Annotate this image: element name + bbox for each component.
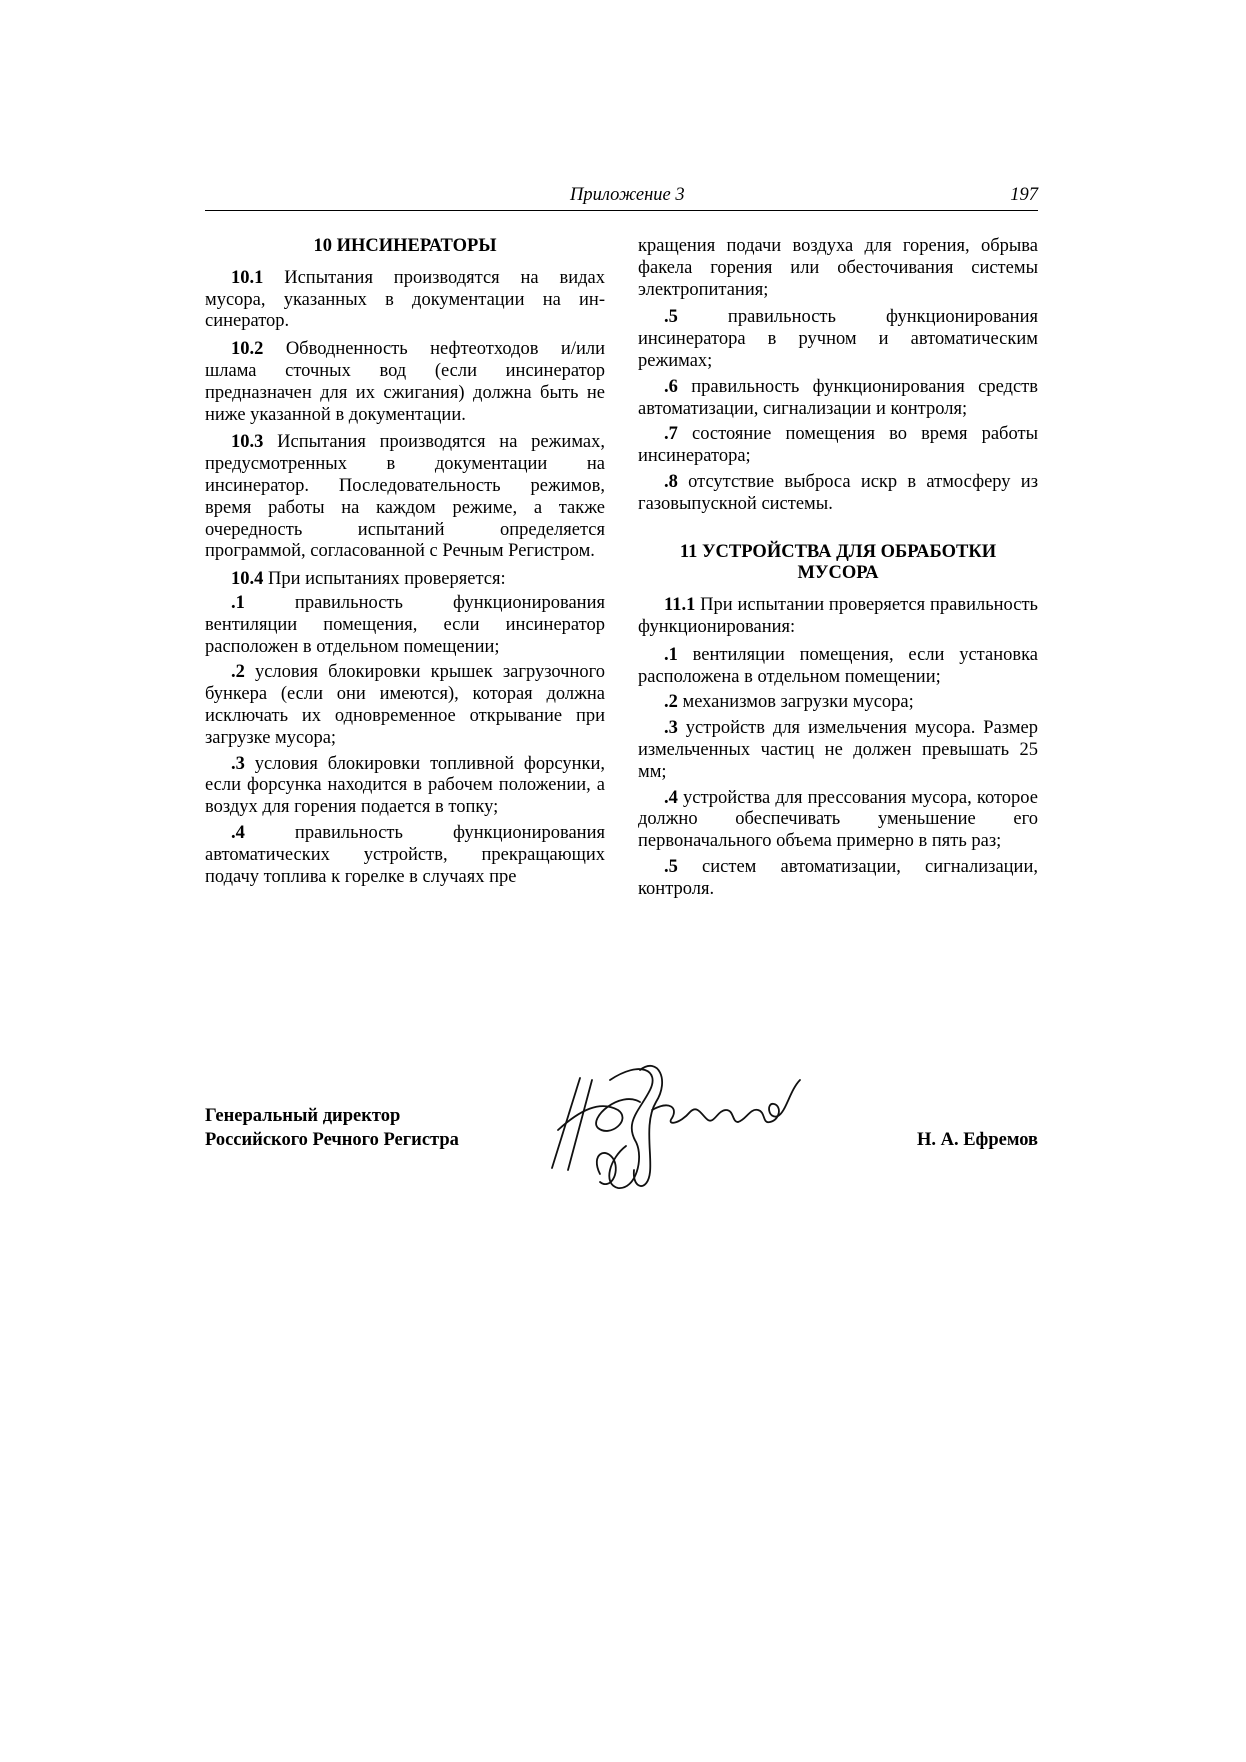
signatory-name: Н. А. Ефремов	[916, 1130, 1038, 1150]
clause-number: 10.2	[231, 339, 264, 360]
clause-text: Испытания производятся на режимах, предусмотренных в документации на инсинератор. Последовательность режимов, время работы на каждом режиме, а также очередность испытаний определяется программой, согласованной с Речным Регистром.	[205, 432, 605, 562]
item-text: механизмов загрузки мусора;	[677, 692, 914, 713]
clause-text: При испытаниях проверяется:	[263, 569, 506, 590]
left-column	[205, 236, 605, 892]
handwritten-signature	[540, 1050, 820, 1200]
item-text: правильность функционирования средств автоматизации, сигнализации и контроля;	[638, 376, 1038, 419]
item-number: .7	[664, 424, 678, 445]
item-text: правильность функционирования вентиляции помещения, если инсинератор расположен в отдельном помещении;	[205, 592, 605, 657]
item-text: устройства для прессования мусора, которое должно обеспечивать уменьшение его первоначального объема примерно в пять раз;	[638, 787, 1038, 852]
list-item	[638, 857, 1038, 901]
list-item	[638, 645, 1038, 689]
paragraph-10-3	[205, 432, 605, 563]
section-10-title: 10 ИНСИНЕРАТОРЫ	[313, 236, 497, 256]
item-text: правильность функционирования автоматических устройств, прекращающих подачу топлива к горелке в случаях пре	[205, 822, 605, 887]
clause-number: 11.1	[664, 595, 696, 616]
list-item	[638, 788, 1038, 853]
item-text: вентиляции помещения, если установка расположена в отдельном помещении;	[638, 644, 1038, 687]
item-number: .3	[231, 753, 245, 774]
page-number: 197	[1010, 185, 1038, 205]
item-text: отсутствие выброса искр в атмосферу из газовыпускной системы.	[638, 471, 1038, 514]
item-text: правильность функционирования инсинератора в ручном и автоматическим режимах;	[638, 307, 1038, 371]
signatory-title	[205, 1104, 459, 1152]
clause-text: Испытания производятся на видах мусора, указанных в документации на инсинератор.	[205, 267, 605, 332]
list-item	[638, 692, 1038, 714]
right-column	[638, 236, 1038, 905]
item-text: устройств для измельчения мусора. Размер измельченных частиц не должен превышать 25 мм;	[638, 718, 1038, 782]
appendix-label: Приложение 3	[570, 185, 685, 205]
item-number: .4	[664, 787, 678, 808]
item-number: .6	[664, 376, 678, 397]
section-11-title-line2: МУСОРА	[797, 563, 879, 584]
list-item	[638, 718, 1038, 783]
section-11-title-line1: 11 УСТРОЙСТВА ДЛЯ ОБРАБОТКИ	[679, 541, 997, 562]
item-number: .2	[231, 662, 245, 683]
list-item	[638, 307, 1038, 372]
clause-number: 10.4	[231, 569, 264, 590]
item-number: .3	[664, 718, 678, 739]
item-number: .1	[664, 644, 678, 665]
paragraph-11-1	[638, 595, 1038, 639]
list-item	[205, 593, 605, 658]
list-item	[638, 424, 1038, 468]
list-item	[205, 823, 605, 888]
item-number: .2	[664, 692, 678, 713]
item-number: .5	[664, 856, 678, 877]
signatory-title-line1: Генеральный директор	[205, 1106, 401, 1126]
item-number: .5	[664, 307, 678, 328]
section-11-title	[638, 542, 1038, 586]
continued-text: кращения подачи воздуха для горения, обрыва факела горения или обесточивания системы электропитания;	[638, 236, 1038, 300]
clause-text: При испытании проверяется правильность функционирования:	[638, 595, 1038, 637]
item-text: условия блокировки крышек загрузочного бункера (если они имеются), которая должна исключать их одновременное открывание при загрузке мусора;	[205, 662, 605, 748]
list-item	[638, 377, 1038, 421]
paragraph-10-4	[205, 569, 605, 591]
running-header	[205, 183, 1038, 211]
clause-number: 10.1	[231, 267, 264, 288]
list-item	[638, 472, 1038, 516]
item-text: состояние помещения во время работы инсинератора;	[638, 424, 1038, 467]
paragraph-10-2	[205, 339, 605, 426]
clause-number: 10.3	[231, 432, 264, 453]
item-text: условия блокировки топливной форсунки, если форсунка находится в рабочем положении, а воздух для горения подается в топку;	[205, 753, 605, 818]
paragraph-10-1	[205, 268, 605, 333]
list-item	[205, 754, 605, 819]
item-number: .8	[664, 471, 678, 492]
clause-text: Обводненность нефтеотходов и/или шлама сточных вод (если инсинератор предназначен для их сжигания) должна быть не ниже указанной в документации.	[205, 339, 605, 425]
signatory-title-line2: Российского Речного Регистра	[205, 1130, 459, 1150]
item-number: .1	[231, 592, 245, 613]
item-text: систем автоматизации, сигнализации, контроля.	[638, 856, 1038, 899]
item-number: .4	[231, 822, 245, 843]
list-item	[205, 662, 605, 749]
